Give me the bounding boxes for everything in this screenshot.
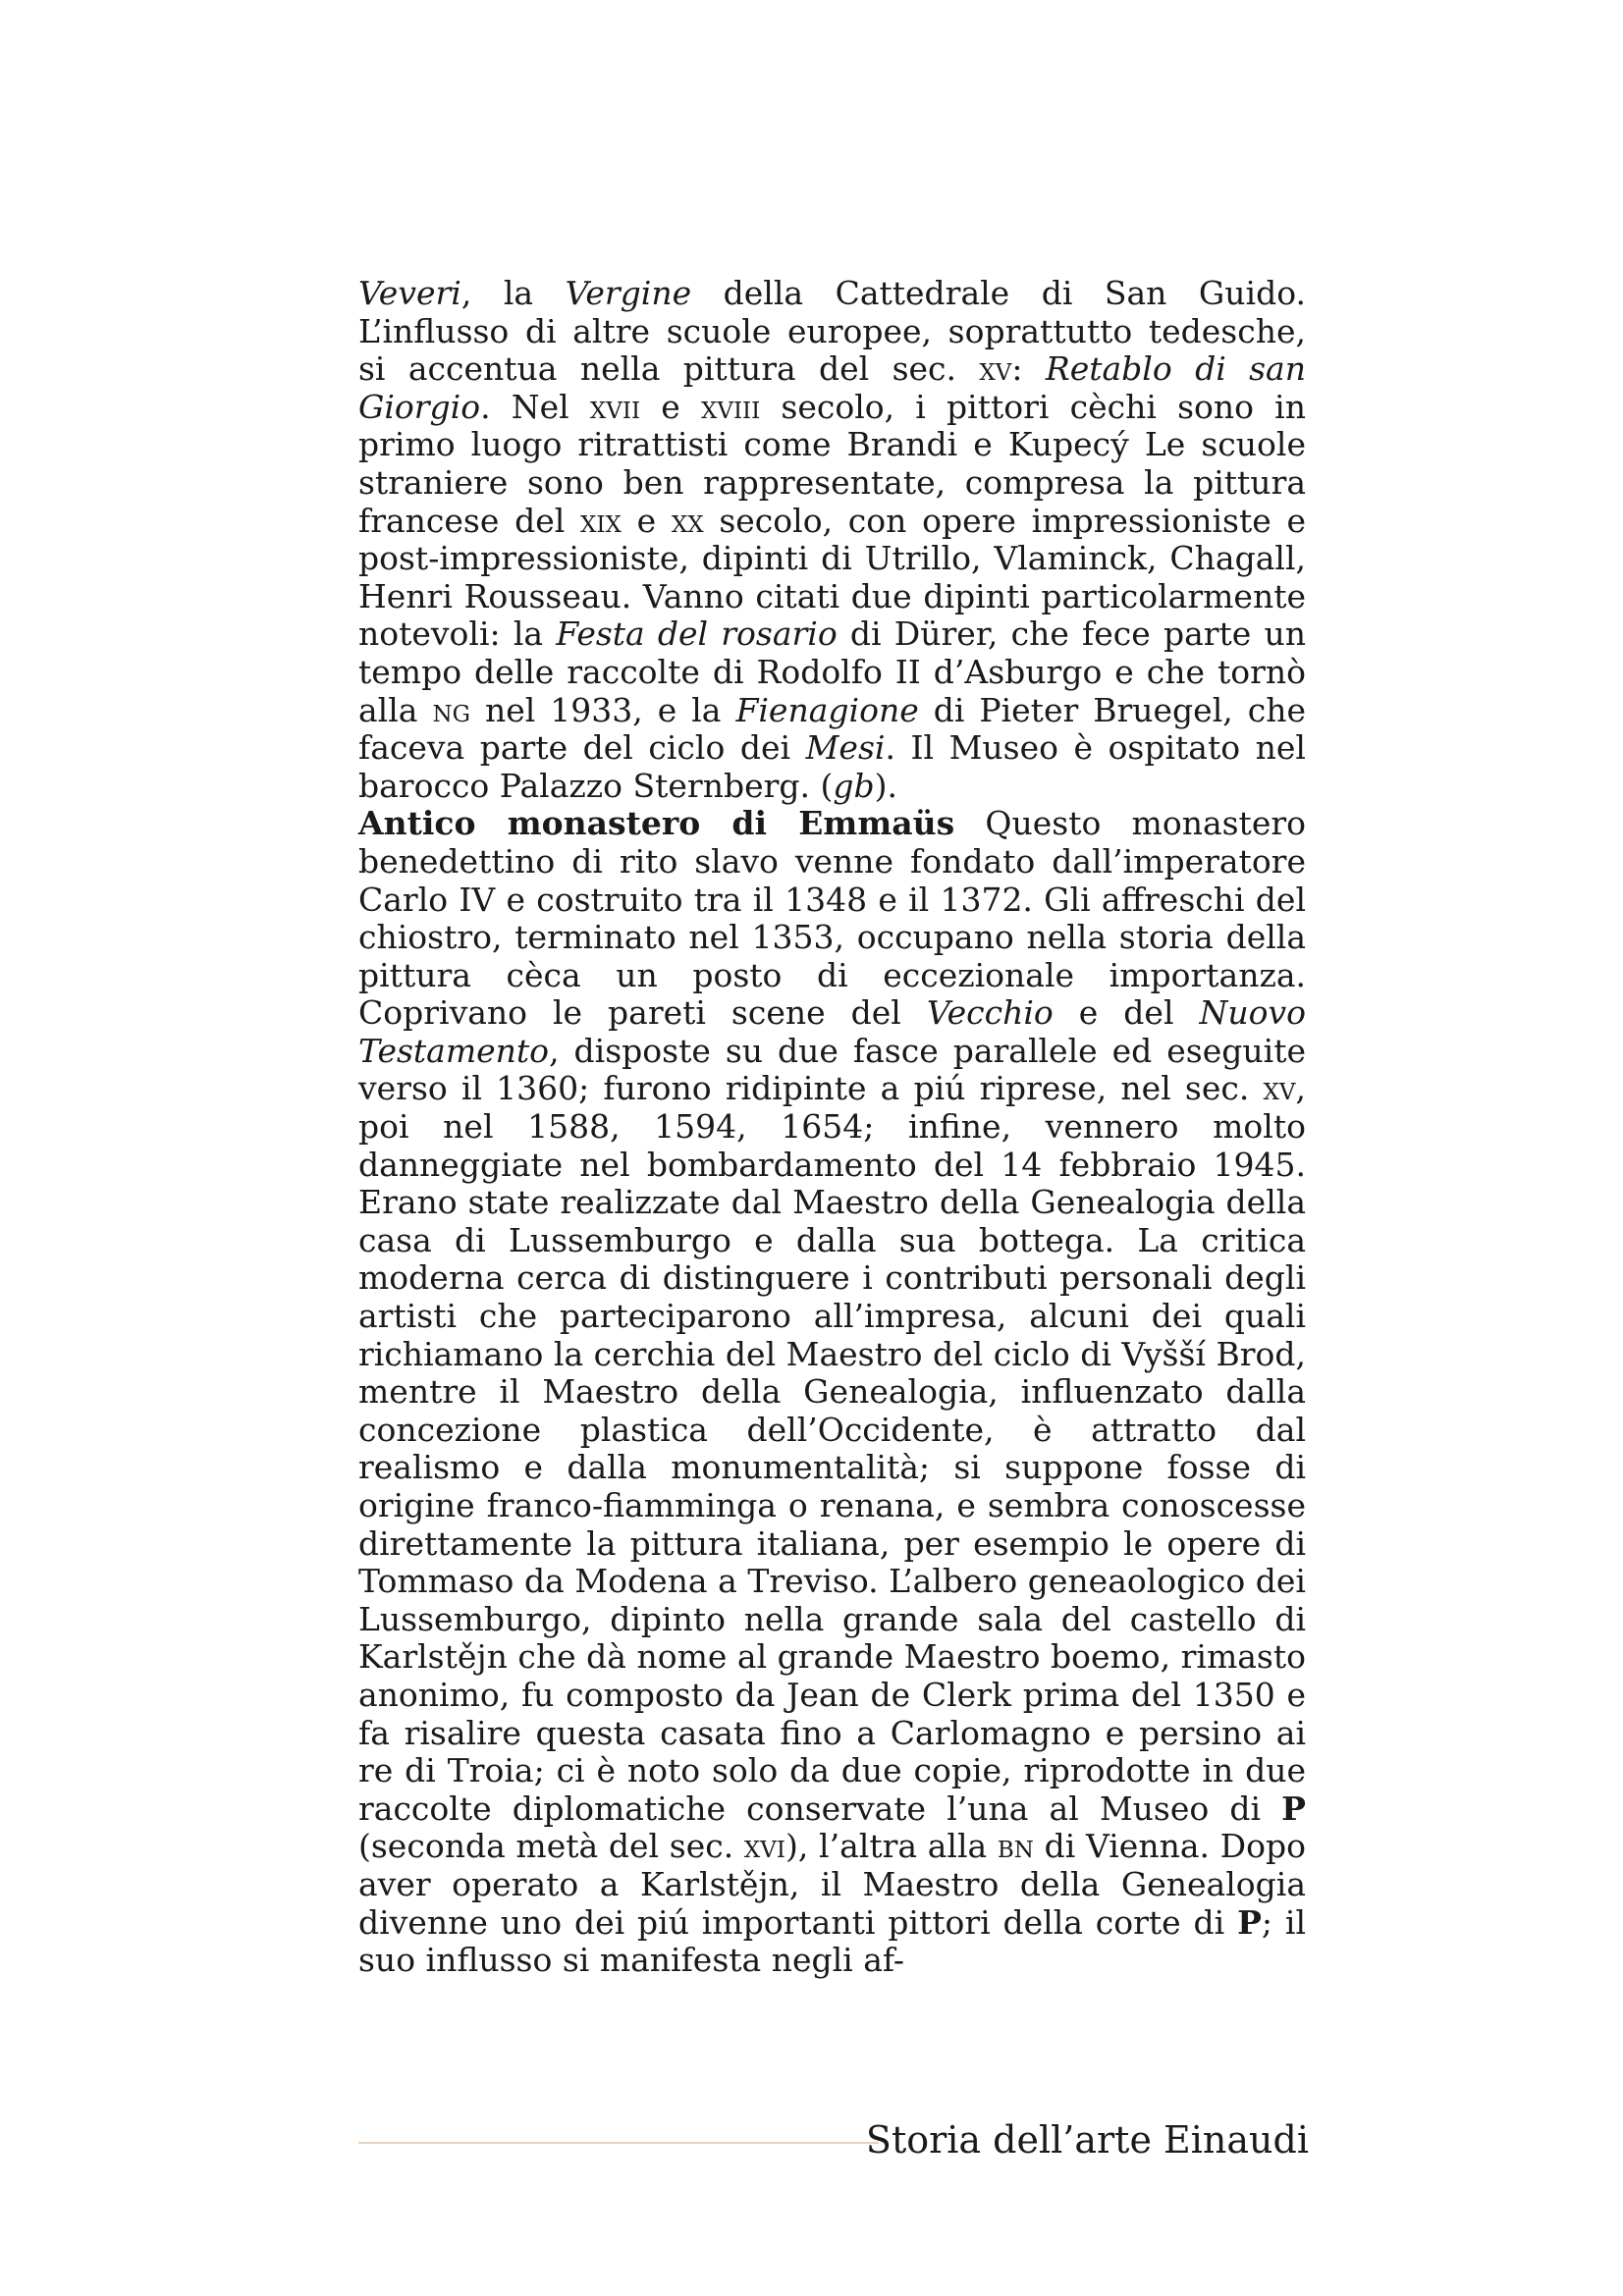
text-run: xix [580,501,622,540]
body-text [358,275,1306,1980]
text-run: Fienagione [735,690,919,729]
text-run: gb [833,766,875,805]
text-run: e del [1053,993,1200,1033]
footer-rule [358,2142,879,2144]
text-run: P [1237,1902,1262,1942]
text-run: secolo, con opere impressioniste e post-impressioniste, dipinti di Utrillo, Vlaminck, Chagall, Henri Rousseau. Vanno citati due dipinti particolarmente notevoli: la [358,501,1306,654]
text-run: , la [460,274,566,312]
text-run: di Pieter Bruegel, che faceva parte del ciclo dei [358,690,1307,768]
text-run: Retablo di san Giorgio [358,349,1306,426]
text-run: ng [432,690,470,729]
text-run: , poi nel 1588, 1594, 1654; infine, vennero molto danneggiate nel bombardamento del 14 febbraio 1945. Erano state realizzate dal Maestro della Genealogia della casa di Lussemburgo e dalla sua bottega. La critica moderna cerca di distinguere i contributi personali degli artisti che parteciparono all’impresa, alcuni dei quali richiamano la cerchia del Maestro del ciclo di Vyšší Brod, mentre il Maestro della Genealogia, influenzato dalla concezione plastica dell’Occidente, è attratto dal realismo e dalla monumentalità; si suppone fosse di origine franco-fiamminga o renana, e sembra conoscesse direttamente la pittura italiana, per esempio le opere di Tommaso da Modena a Treviso. L’albero geneaologico dei Lussemburgo, dipinto nella grande sala del castello di Karlstějn che dà nome al grande Maestro boemo, rimasto anonimo, fu composto da Jean de Clerk prima del 1350 e fa risalire questa casata fino a Carlomagno e persino ai re di Troia; ci è noto solo da due copie, riprodotte in due raccolte diplomatiche conservate l’una al Museo di [358,1069,1306,1828]
text-run: bn [997,1827,1034,1866]
text-run: Vergine [565,274,692,312]
text-run: xv [979,349,1012,389]
text-run: della Cattedrale di San Guido. L’influsso di altre scuole europee, soprattutto tedesche, si accentua nella pittura del sec. [358,274,1306,389]
text-run: e [640,387,701,426]
text-run: : [1011,349,1046,389]
text-run: Antico monastero di Emmaüs [358,804,955,843]
text-run: , disposte su due fasce parallele ed eseguite verso il 1360; furono ridipinte a piú riprese, nel sec. [358,1031,1306,1108]
text-run: di Vienna. Dopo aver operato a Karlstějn, il Maestro della Genealogia divenne uno dei piú importanti pittori della corte di [358,1827,1306,1942]
paragraph-national-gallery [358,275,1306,805]
text-run: xviii [700,387,761,426]
text-run: ), l’altra alla [785,1827,998,1866]
text-run: nel 1933, e la [469,690,736,729]
text-run: xv [1263,1069,1296,1108]
text-run: Nuovo Testamento [358,993,1306,1070]
text-run: Vecchio [926,993,1054,1033]
text-run: Festa del rosario [556,614,838,654]
text-run: . Nel [480,387,590,426]
paragraph-emmaus-monastery [358,805,1306,1979]
footer-title: Storia dell’arte Einaudi [865,2118,1309,2162]
text-run: . Il Museo è ospitato nel barocco Palazzo Sternberg. ( [358,728,1306,805]
text-run: e [621,501,672,540]
text-run: secolo, i pittori cèchi sono in primo luogo ritrattisti come Brandi e Kupecý Le scuole straniere sono ben rappresentate, compresa la pittura francese del [358,387,1306,540]
text-run: Mesi [805,728,886,768]
text-run: Veveri [358,274,461,312]
text-run: xvi [743,1827,785,1866]
text-run: xx [671,501,704,540]
text-run: (seconda metà del sec. [358,1827,744,1866]
text-run: ). [874,766,897,805]
text-run: xvii [589,387,641,426]
text-run: ; il suo influsso si manifesta negli af- [358,1902,1306,1980]
text-run: Questo monastero benedettino di rito slavo venne fondato dall’imperatore Carlo IV e costruito tra il 1348 e il 1372. Gli affreschi del chiostro, terminato nel 1353, occupano nella storia della pittura cèca un posto di eccezionale importanza. Coprivano le pareti scene del [358,804,1306,1033]
text-run: P [1281,1789,1306,1828]
text-run: di Dürer, che fece parte un tempo delle raccolte di Rodolfo II d’Asburgo e che tornò alla [358,614,1306,729]
